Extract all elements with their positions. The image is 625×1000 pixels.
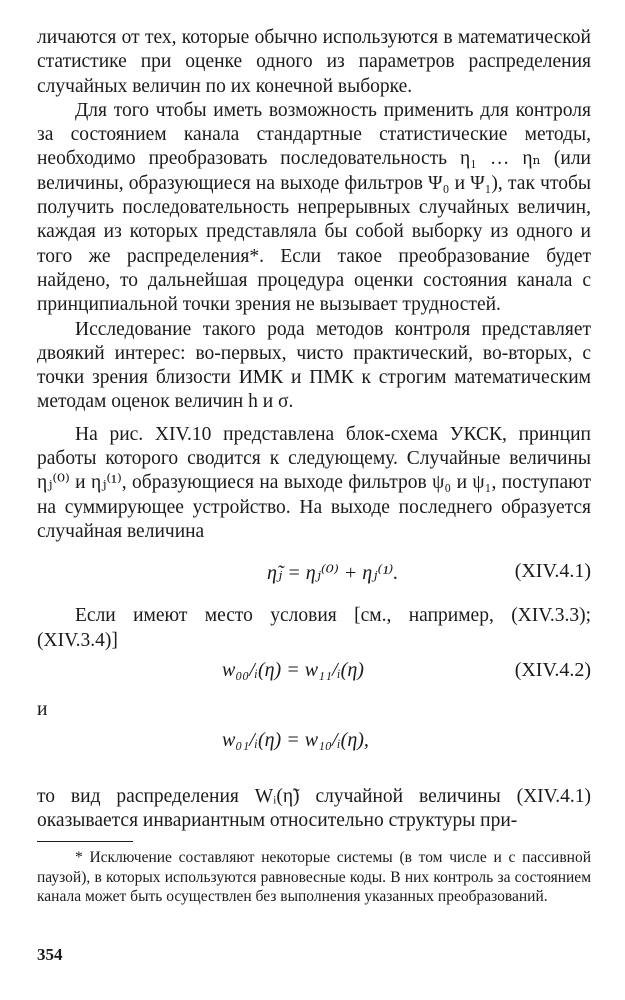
paragraph-distribution: то вид распределения Wᵢ(η̃) случайной величины (XIV.4.1) оказывается инвариантным относительно структуры при- <box>37 785 591 832</box>
formula-number: (XIV.4.1) <box>514 560 591 583</box>
paragraph-conditions: Если имеют место условия [см., например, (XIV.3.3); (XIV.3.4)] <box>37 605 591 651</box>
formula-second-condition <box>37 725 591 785</box>
formula-expression: w₀₁/ᵢ(η) = w₁₀/ᵢ(η), <box>222 728 369 751</box>
formula-expression: w₀₀/ᵢ(η) = w₁₁/ᵢ(η) <box>222 658 364 681</box>
paragraph-block-diagram: На рис. XIV.10 представлена блок-схема УКСК, принцип работы которого сводится к следующему. Случайные величины ηⱼ⁽⁰⁾ и ηⱼ⁽¹⁾, образующиеся на выходе фильтров ψ₀ и ψ₁, поступают на суммирующее устройство. На выходе последнего образуется случайная величина <box>37 423 591 542</box>
formula-xiv-4-2 <box>37 653 591 699</box>
footnote-divider <box>37 841 133 842</box>
formula-expression: η̃ⱼ = ηⱼ⁽⁰⁾ + ηⱼ⁽¹⁾. <box>267 562 399 585</box>
paragraph-preprocessing: Для того чтобы иметь возможность применить для контроля за состоянием канала стандартные статистические методы, необходимо преобразовать последовательность η₁ … ηₙ (или величины, образующиеся на выходе фильтров Ψ₀ и Ψ₁), так чтобы получить последовательность непрерывных случайных величин, каждая из которых представляла бы собой выборку из одного и того же распределения*. Если такое преобразование будет найдено, то дальнейшая процедура оценки состояния канала с принципиальной точки зрения не вызывает трудностей. <box>37 99 591 316</box>
conjunction-and: и <box>37 698 48 720</box>
footnote: * Исключение составляют некоторые системы (в том числе и с пассивной паузой), в которых используются равновесные коды. В них контроль за состоянием канала может быть осуществлен без выполнения указанных преобразований. <box>37 849 591 906</box>
paragraph-continuation: личаются от тех, которые обычно используются в математической статистике при оценке одного из параметров распределения случайных величин по их конечной выборке. <box>37 27 591 97</box>
formula-xiv-4-1 <box>37 548 591 604</box>
page-number: 354 <box>37 945 63 964</box>
paragraph-methods-interest: Исследование такого рода методов контроля представляет двоякий интерес: во-первых, чисто практический, во-вторых, с точки зрения близости ИМК и ПМК к строгим математическим методам оценок величин h и σ. <box>37 318 591 413</box>
formula-number: (XIV.4.2) <box>514 658 591 681</box>
